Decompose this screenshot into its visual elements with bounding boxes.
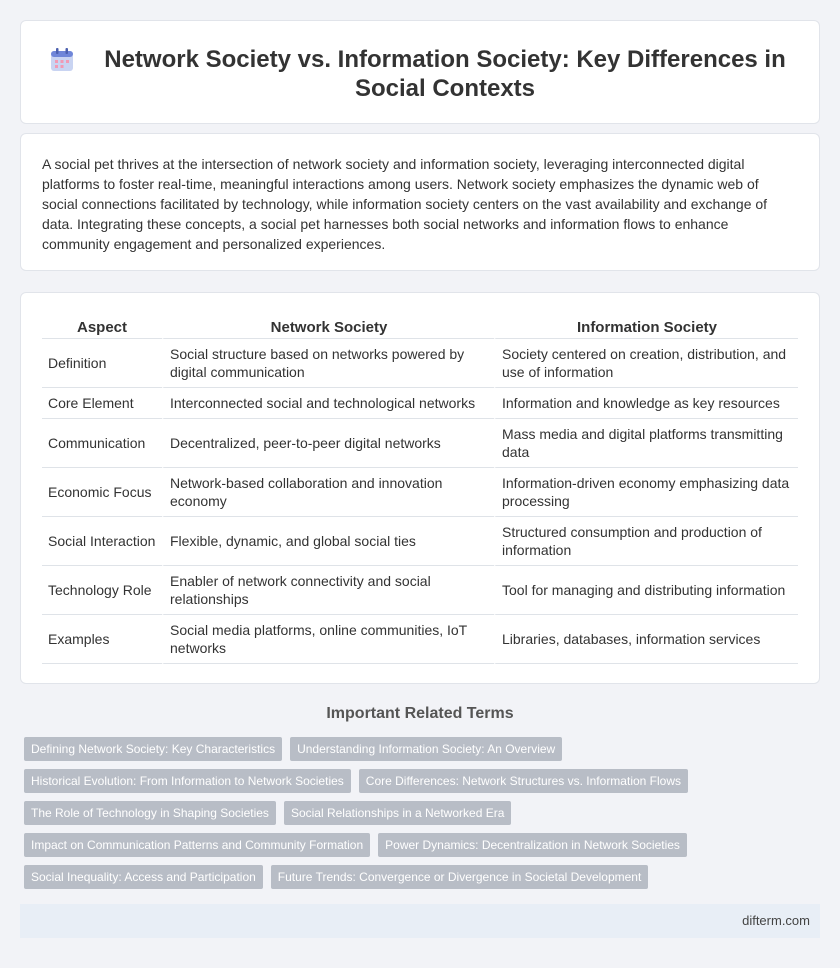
tag-row	[24, 833, 804, 857]
table-header-row	[42, 317, 798, 339]
footer	[20, 904, 820, 938]
table-cell-aspect: Technology Role	[42, 566, 162, 615]
table-cell-information: Society centered on creation, distribution, and use of information	[494, 339, 798, 388]
column-header-network-society: Network Society	[162, 317, 494, 339]
related-term-tag[interactable]: Future Trends: Convergence or Divergence in Societal Development	[271, 865, 649, 889]
related-term-tag[interactable]: Power Dynamics: Decentralization in Network Societies	[378, 833, 687, 857]
page-title: Network Society vs. Information Society: Key Differences in Social Contexts	[104, 46, 786, 102]
table-cell-network: Social media platforms, online communities, IoT networks	[162, 615, 494, 664]
tag-row	[24, 769, 804, 793]
table-cell-information: Structured consumption and production of information	[494, 517, 798, 566]
intro-paragraph: A social pet thrives at the intersection of network society and information society, leveraging interconnected digital platforms to foster real-time, meaningful interactions among users. Network society emphasizes the dynamic web of social connections facilitated by technology, while information society centers on the vast availability and exchange of data. Integrating these concepts, a social pet harnesses both social networks and information flows to enhance community engagement and personalized experiences.	[42, 156, 768, 252]
table-cell-network: Interconnected social and technological networks	[162, 388, 494, 419]
table-cell-network: Network-based collaboration and innovation economy	[162, 468, 494, 517]
tag-row	[24, 865, 804, 889]
related-term-tag[interactable]: The Role of Technology in Shaping Societies	[24, 801, 276, 825]
table-row	[42, 419, 798, 468]
table-cell-information: Information-driven economy emphasizing data processing	[494, 468, 798, 517]
table-cell-aspect: Examples	[42, 615, 162, 664]
table-cell-network: Flexible, dynamic, and global social ties	[162, 517, 494, 566]
comparison-table-card	[20, 292, 820, 684]
related-term-tag[interactable]: Historical Evolution: From Information to Network Societies	[24, 769, 351, 793]
related-term-tag[interactable]: Defining Network Society: Key Characteristics	[24, 737, 282, 761]
related-term-tag[interactable]: Understanding Information Society: An Overview	[290, 737, 562, 761]
table-row	[42, 566, 798, 615]
table-cell-aspect: Economic Focus	[42, 468, 162, 517]
table-cell-information: Information and knowledge as key resources	[494, 388, 798, 419]
table-cell-aspect: Communication	[42, 419, 162, 468]
footer-site-link[interactable]: difterm.com	[742, 913, 810, 928]
related-term-tag[interactable]: Impact on Communication Patterns and Community Formation	[24, 833, 370, 857]
table-row	[42, 615, 798, 664]
table-cell-network: Enabler of network connectivity and social relationships	[162, 566, 494, 615]
related-term-tag[interactable]: Core Differences: Network Structures vs. Information Flows	[359, 769, 688, 793]
comparison-table	[42, 317, 798, 664]
table-row	[42, 517, 798, 566]
tag-row	[24, 737, 804, 761]
related-term-tag[interactable]: Social Inequality: Access and Participation	[24, 865, 263, 889]
table-cell-network: Social structure based on networks powered by digital communication	[162, 339, 494, 388]
table-cell-information: Libraries, databases, information services	[494, 615, 798, 664]
table-cell-aspect: Definition	[42, 339, 162, 388]
intro-card	[20, 133, 820, 271]
table-row	[42, 388, 798, 419]
table-cell-information: Tool for managing and distributing information	[494, 566, 798, 615]
table-row	[42, 339, 798, 388]
table-row	[42, 468, 798, 517]
column-header-aspect: Aspect	[42, 317, 162, 339]
table-cell-aspect: Social Interaction	[42, 517, 162, 566]
column-header-information-society: Information Society	[494, 317, 798, 339]
related-terms-list	[24, 737, 804, 897]
related-terms-title: Important Related Terms	[326, 705, 514, 722]
related-term-tag[interactable]: Social Relationships in a Networked Era	[284, 801, 511, 825]
calendar-icon	[49, 47, 75, 73]
table-cell-network: Decentralized, peer-to-peer digital networks	[162, 419, 494, 468]
header-card	[20, 20, 820, 124]
table-cell-aspect: Core Element	[42, 388, 162, 419]
tag-row	[24, 801, 804, 825]
table-cell-information: Mass media and digital platforms transmitting data	[494, 419, 798, 468]
